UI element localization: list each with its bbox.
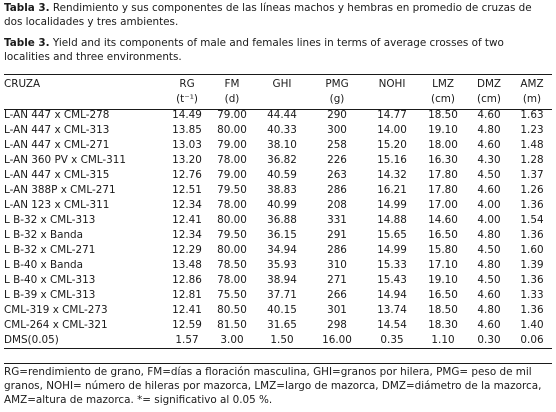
value-cell: 286 <box>327 244 347 256</box>
value-cell: 17.80 <box>428 169 458 181</box>
cross-name-cell: L-AN 388P x CML-271 <box>4 184 116 196</box>
value-cell: 81.50 <box>217 319 247 331</box>
value-cell: 14.60 <box>428 214 458 226</box>
value-cell: 1.36 <box>520 304 544 316</box>
value-cell: 79.00 <box>217 109 247 121</box>
table-row <box>4 303 552 318</box>
cross-name-cell: DMS(0.05) <box>4 334 59 346</box>
value-cell: 12.86 <box>172 274 202 286</box>
value-cell: 1.37 <box>520 169 544 181</box>
value-cell: 301 <box>327 304 347 316</box>
table-row <box>4 138 552 153</box>
cross-name-cell: L-AN 123 x CML-311 <box>4 199 110 211</box>
value-cell: 271 <box>327 274 347 286</box>
value-cell: 15.33 <box>377 259 407 271</box>
value-cell: 4.50 <box>477 274 501 286</box>
column-unit: (d) <box>224 93 240 105</box>
value-cell: 12.34 <box>172 199 202 211</box>
value-cell: 80.50 <box>217 304 247 316</box>
value-cell: 12.76 <box>172 169 202 181</box>
value-cell: 1.50 <box>270 334 294 346</box>
value-cell: 79.50 <box>217 229 247 241</box>
cross-name-cell: L-AN 447 x CML-271 <box>4 139 110 151</box>
value-cell: 17.00 <box>428 199 458 211</box>
table-row <box>4 228 552 243</box>
value-cell: 15.80 <box>428 244 458 256</box>
value-cell: 14.32 <box>377 169 407 181</box>
value-cell: 4.80 <box>477 124 501 136</box>
value-cell: 18.00 <box>428 139 458 151</box>
value-cell: 4.60 <box>477 139 501 151</box>
cross-name-cell: L B-39 x CML-313 <box>4 289 96 301</box>
yield-table <box>4 76 552 348</box>
column-header: AMZ <box>520 78 544 90</box>
column-header: NOHI <box>378 78 406 90</box>
table-units-row <box>4 92 552 108</box>
value-cell: 1.39 <box>520 259 544 271</box>
value-cell: 1.57 <box>175 334 199 346</box>
caption-spanish-label: Tabla 3. <box>4 2 50 14</box>
value-cell: 4.60 <box>477 319 501 331</box>
value-cell: 80.00 <box>217 124 247 136</box>
value-cell: 1.48 <box>520 139 544 151</box>
value-cell: 15.16 <box>377 154 407 166</box>
value-cell: 12.41 <box>172 304 202 316</box>
value-cell: 16.21 <box>377 184 407 196</box>
table-row <box>4 288 552 303</box>
value-cell: 13.85 <box>172 124 202 136</box>
value-cell: 258 <box>327 139 347 151</box>
value-cell: 286 <box>327 184 347 196</box>
cross-name-cell: L B-40 x CML-313 <box>4 274 96 286</box>
value-cell: 4.00 <box>477 214 501 226</box>
value-cell: 290 <box>327 109 347 121</box>
table-dms-rule <box>4 348 552 349</box>
value-cell: 34.94 <box>267 244 297 256</box>
value-cell: 14.99 <box>377 244 407 256</box>
column-unit: (cm) <box>431 93 455 105</box>
value-cell: 13.74 <box>377 304 407 316</box>
table-footnote: RG=rendimiento de grano, FM=días a floración masculina, GHI=granos por hilera, PMG= peso de mil granos, NOHI= número de hileras por mazorca, LMZ=largo de mazorca, DMZ=diámetro de la mazorca, AMZ=altura de mazorca. *= significativo al 0.05 %. <box>4 366 542 406</box>
value-cell: 3.00 <box>220 334 244 346</box>
value-cell: 12.41 <box>172 214 202 226</box>
value-cell: 19.10 <box>428 274 458 286</box>
value-cell: 18.50 <box>428 109 458 121</box>
value-cell: 15.65 <box>377 229 407 241</box>
column-header: RG <box>179 78 195 90</box>
value-cell: 4.80 <box>477 259 501 271</box>
value-cell: 12.59 <box>172 319 202 331</box>
value-cell: 1.23 <box>520 124 544 136</box>
value-cell: 36.88 <box>267 214 297 226</box>
value-cell: 40.99 <box>267 199 297 211</box>
value-cell: 4.50 <box>477 169 501 181</box>
value-cell: 79.00 <box>217 139 247 151</box>
value-cell: 78.00 <box>217 274 247 286</box>
cross-name-cell: L-AN 360 PV x CML-311 <box>4 154 126 166</box>
value-cell: 78.50 <box>217 259 247 271</box>
value-cell: 44.44 <box>267 109 297 121</box>
value-cell: 79.50 <box>217 184 247 196</box>
value-cell: 38.94 <box>267 274 297 286</box>
value-cell: 19.10 <box>428 124 458 136</box>
value-cell: 4.30 <box>477 154 501 166</box>
value-cell: 1.36 <box>520 274 544 286</box>
column-header: LMZ <box>432 78 454 90</box>
column-unit <box>364 92 420 108</box>
value-cell: 15.43 <box>377 274 407 286</box>
value-cell: 1.60 <box>520 244 544 256</box>
value-cell: 208 <box>327 199 347 211</box>
value-cell: 14.54 <box>377 319 407 331</box>
value-cell: 1.26 <box>520 184 544 196</box>
column-unit: (t⁻¹) <box>176 93 198 105</box>
table-row <box>4 198 552 213</box>
value-cell: 31.65 <box>267 319 297 331</box>
value-cell: 1.36 <box>520 229 544 241</box>
value-cell: 0.30 <box>477 334 501 346</box>
caption-spanish-text: Rendimiento y sus componentes de las líneas machos y hembras en promedio de cruzas de dos localidades y tres ambientes. <box>4 2 532 28</box>
value-cell: 1.40 <box>520 319 544 331</box>
cross-name-cell: CML-264 x CML-321 <box>4 319 108 331</box>
value-cell: 300 <box>327 124 347 136</box>
value-cell: 38.10 <box>267 139 297 151</box>
table-row <box>4 213 552 228</box>
table-row <box>4 153 552 168</box>
table-row <box>4 243 552 258</box>
value-cell: 40.59 <box>267 169 297 181</box>
column-header: PMG <box>325 78 349 90</box>
value-cell: 4.60 <box>477 289 501 301</box>
cross-name-cell: L B-32 x CML-313 <box>4 214 96 226</box>
value-cell: 1.54 <box>520 214 544 226</box>
table-row <box>4 318 552 333</box>
value-cell: 17.10 <box>428 259 458 271</box>
value-cell: 79.00 <box>217 169 247 181</box>
cross-name-cell: L-AN 447 x CML-278 <box>4 109 110 121</box>
cross-name-cell: L-AN 447 x CML-315 <box>4 169 110 181</box>
value-cell: 14.94 <box>377 289 407 301</box>
caption-spanish <box>4 2 552 29</box>
value-cell: 331 <box>327 214 347 226</box>
value-cell: 35.93 <box>267 259 297 271</box>
value-cell: 75.50 <box>217 289 247 301</box>
value-cell: 226 <box>327 154 347 166</box>
value-cell: 12.29 <box>172 244 202 256</box>
cross-name-cell: L B-40 x Banda <box>4 259 83 271</box>
value-cell: 13.20 <box>172 154 202 166</box>
value-cell: 16.00 <box>322 334 352 346</box>
value-cell: 310 <box>327 259 347 271</box>
cross-name-cell: CML-319 x CML-273 <box>4 304 108 316</box>
table-row <box>4 168 552 183</box>
table-row <box>4 123 552 138</box>
value-cell: 4.60 <box>477 184 501 196</box>
value-cell: 0.35 <box>380 334 404 346</box>
value-cell: 40.33 <box>267 124 297 136</box>
table-row <box>4 108 552 123</box>
value-cell: 13.48 <box>172 259 202 271</box>
column-unit: (cm) <box>477 93 501 105</box>
value-cell: 14.99 <box>377 199 407 211</box>
value-cell: 15.20 <box>377 139 407 151</box>
value-cell: 18.30 <box>428 319 458 331</box>
value-cell: 4.50 <box>477 244 501 256</box>
cross-name-cell: L B-32 x Banda <box>4 229 83 241</box>
table-row <box>4 273 552 288</box>
value-cell: 36.82 <box>267 154 297 166</box>
caption-english-label: Table 3. <box>4 37 50 49</box>
value-cell: 80.00 <box>217 214 247 226</box>
column-unit: (g) <box>329 93 345 105</box>
value-cell: 4.60 <box>477 109 501 121</box>
value-cell: 38.83 <box>267 184 297 196</box>
value-cell: 78.00 <box>217 199 247 211</box>
column-header: DMZ <box>476 78 502 90</box>
value-cell: 291 <box>327 229 347 241</box>
value-cell: 14.00 <box>377 124 407 136</box>
value-cell: 14.77 <box>377 109 407 121</box>
table-header-row <box>4 76 552 92</box>
value-cell: 12.34 <box>172 229 202 241</box>
cross-name-cell: L-AN 447 x CML-313 <box>4 124 110 136</box>
column-header: CRUZA <box>4 78 41 90</box>
value-cell: 1.63 <box>520 109 544 121</box>
value-cell: 0.06 <box>520 334 544 346</box>
value-cell: 1.28 <box>520 154 544 166</box>
value-cell: 16.50 <box>428 289 458 301</box>
value-cell: 4.80 <box>477 304 501 316</box>
column-header: FM <box>224 78 240 90</box>
cross-name-cell: L B-32 x CML-271 <box>4 244 96 256</box>
value-cell: 14.49 <box>172 109 202 121</box>
value-cell: 17.80 <box>428 184 458 196</box>
value-cell: 16.30 <box>428 154 458 166</box>
caption-english <box>4 37 552 64</box>
value-cell: 18.50 <box>428 304 458 316</box>
caption-english-text: Yield and its components of male and females lines in terms of average crosses of two localities and three environments. <box>4 37 504 63</box>
value-cell: 266 <box>327 289 347 301</box>
value-cell: 12.81 <box>172 289 202 301</box>
column-unit <box>4 92 164 108</box>
table-body <box>4 108 552 348</box>
value-cell: 80.00 <box>217 244 247 256</box>
value-cell: 1.36 <box>520 199 544 211</box>
value-cell: 4.80 <box>477 229 501 241</box>
table-row <box>4 258 552 273</box>
value-cell: 37.71 <box>267 289 297 301</box>
value-cell: 13.03 <box>172 139 202 151</box>
table-row <box>4 183 552 198</box>
value-cell: 1.33 <box>520 289 544 301</box>
value-cell: 14.88 <box>377 214 407 226</box>
column-header: GHI <box>272 78 292 90</box>
dms-row <box>4 333 552 348</box>
value-cell: 263 <box>327 169 347 181</box>
value-cell: 40.15 <box>267 304 297 316</box>
table-top-rule <box>4 74 552 75</box>
value-cell: 298 <box>327 319 347 331</box>
value-cell: 36.15 <box>267 229 297 241</box>
value-cell: 4.00 <box>477 199 501 211</box>
value-cell: 12.51 <box>172 184 202 196</box>
table-bottom-rule <box>4 363 552 364</box>
value-cell: 78.00 <box>217 154 247 166</box>
value-cell: 1.10 <box>431 334 455 346</box>
value-cell: 16.50 <box>428 229 458 241</box>
column-unit: (m) <box>522 93 542 105</box>
column-unit <box>254 92 310 108</box>
